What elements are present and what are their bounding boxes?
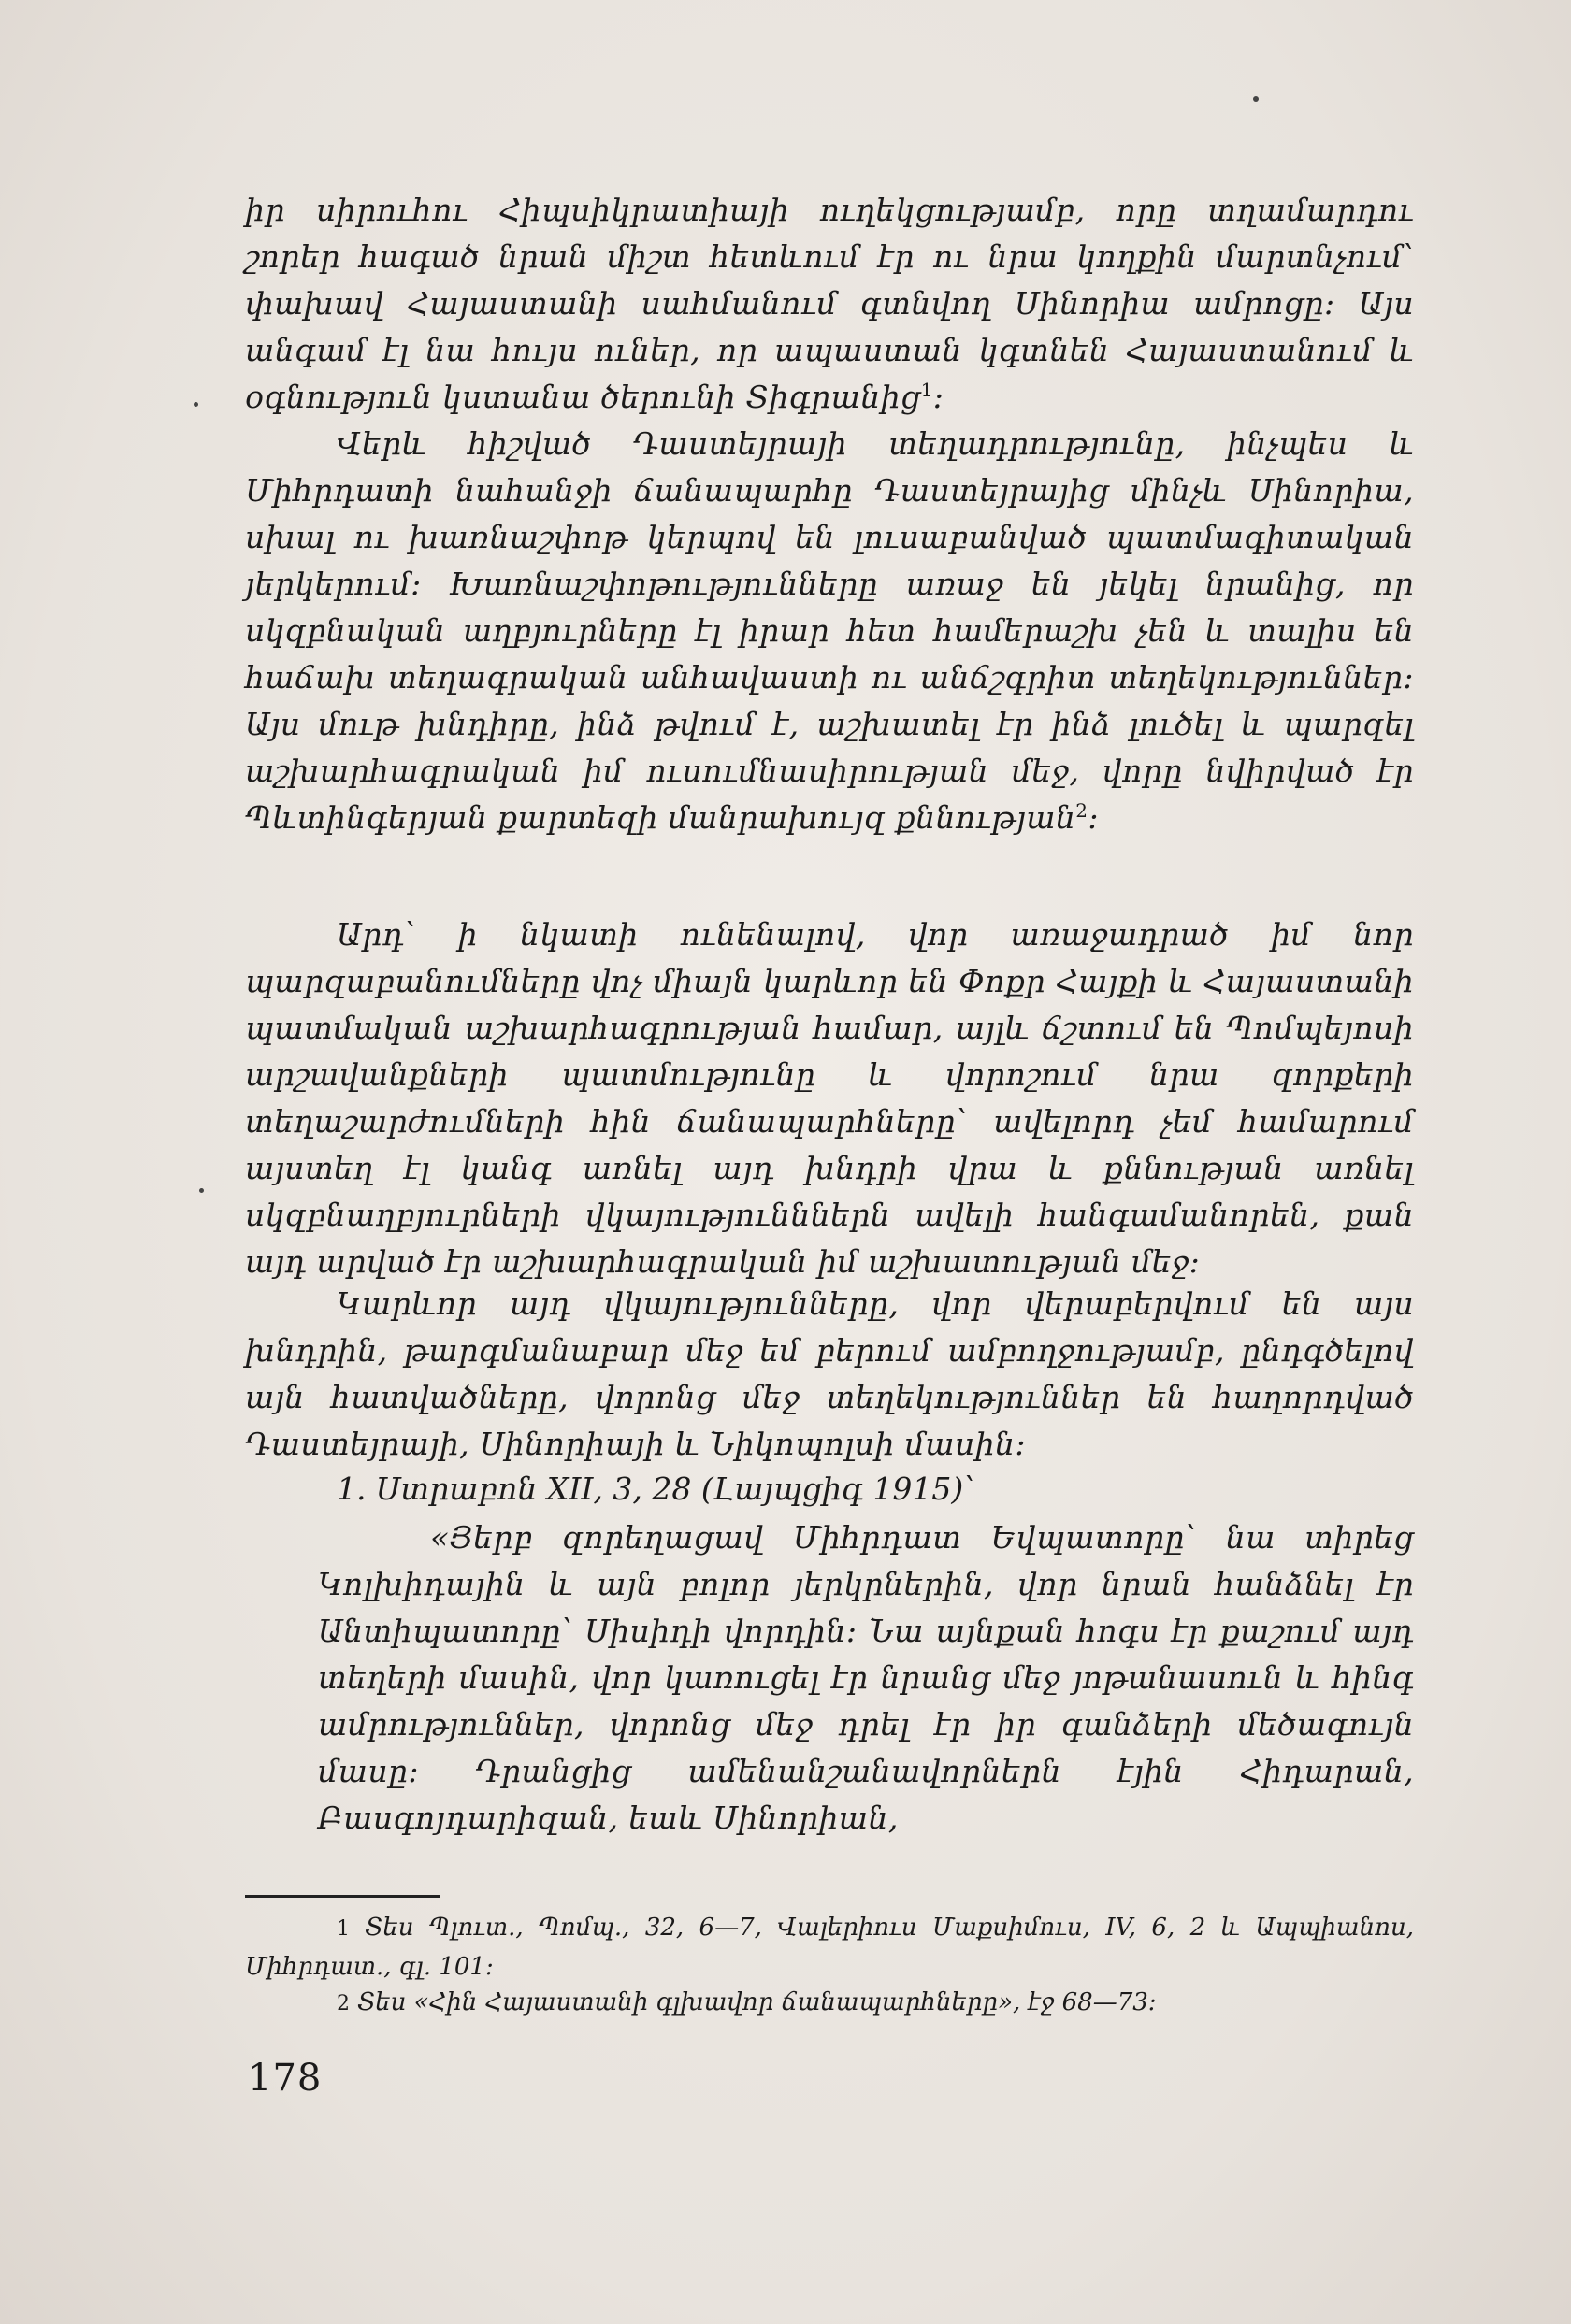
paragraph-1: իր սիրուհու Հիպսիկրատիայի ուղեկցությամբ, որը տղամարդու շորեր հագած նրան միշտ հետևում էր ու նրա կողքին մարտնչում՝ փախավ Հայաստանի սահմանում գտնվող Սինորիա ամրոցը։ Այս անգամ էլ նա հույս ուներ, որ ապաստան կգտնեն Հայաստանում և օգնություն կստանա ծերունի Տիգրանից$^1$։ xyxy=(245,192,1414,415)
footnote-text: Տես «Հին Հայաստանի գլխավոր ճանապարհները», էջ 68—73։ xyxy=(357,1988,1157,2016)
paper-speck xyxy=(1253,96,1259,102)
source-citation: 1. Ստրաբոն XII, 3, 28 (Լայպցիգ 1915)՝ xyxy=(337,1470,975,1507)
footnote-ref-2: 2 xyxy=(1075,799,1088,822)
footnote-1 xyxy=(245,1909,1414,1986)
paragraph-2: Վերև հիշված Դաստեյրայի տեղադրությունը, ինչպես և Միհրդատի նահանջի ճանապարհը Դաստեյրայից մինչև Սինորիա, սխալ ու խառնաշփոթ կերպով են լուսաբանված պատմագիտական յերկերում։ Խառնաշփոթությունները առաջ են յեկել նրանից, որ սկզբնական աղբյուրները էլ իրար հետ համերաշխ չեն և տալիս են հաճախ տեղագրական անհավաստի ու անճշգրիտ տեղեկություններ։ Այս մութ խնդիրը, ինձ թվում է, աշխատել էր ինձ լուծել և պարզել աշխարհագրական իմ ուսումնասիրության մեջ, վորը նվիրված էր Պևտինգերյան քարտեզի մանրախույզ քննության$^2$։ xyxy=(245,425,1414,836)
paper-speck xyxy=(194,402,198,407)
quotation: «Յերբ զորեղացավ Միհրդատ Եվպատորը՝ նա տիրեց Կոլխիդային և այն բոլոր յերկրներին, վոր նրան հանձնել էր Անտիպատորը՝ Սիսիդի վորդին։ Նա այնքան հոգս էր քաշում այդ տեղերի մասին, վոր կառուցել էր նրանց մեջ յոթանասուն և հինգ ամրություններ, վորոնց մեջ դրել էր իր գանձերի մեծագույն մասը։ Դրանցից ամենանշանավորներն էյին Հիդարան, Բասգոյդարիզան, եաև Սինորիան, xyxy=(318,1519,1414,1836)
page-number: 178 xyxy=(248,2057,323,2100)
paper-speck xyxy=(199,1188,204,1193)
footnote-number: 2 xyxy=(337,1992,350,2016)
paragraph-4: Կարևոր այդ վկայությունները, վոր վերաբերվում են այս խնդրին, թարգմանաբար մեջ եմ բերում ամբողջությամբ, ընդգծելով այն հատվածները, վորոնց մեջ տեղեկություններ են հաղորդված Դաստեյրայի, Սինորիայի և Նիկոպոլսի մասին։ xyxy=(245,1285,1414,1462)
footnote-2 xyxy=(245,1984,1414,2023)
paragraph-3: Արդ՝ ի նկատի ունենալով, վոր առաջադրած իմ նոր պարզաբանումները վոչ միայն կարևոր են Փոքր Հայքի և Հայաստանի պատմական աշխարհագրության համար, այլև ճշտում են Պոմպեյոսի արշավանքների պատմությունը և վորոշում նրա զորքերի տեղաշարժումների հին ճանապարհները՝ ավելորդ չեմ համարում այստեղ էլ կանգ առնել այդ խնդրի վրա և քննության առնել սկզբնաղբյուրների վկայությունններն ավելի հանգամանորեն, քան այդ արված էր աշխարհագրական իմ աշխատության մեջ։ xyxy=(245,916,1414,1280)
footnote-ref-1: 1 xyxy=(920,379,933,401)
footnote-divider xyxy=(245,1895,440,1898)
footnote-number: 1 xyxy=(337,1917,350,1941)
footnote-text: Տես Պլուտ., Պոմպ., 32, 6—7, Վալերիուս Մաքսիմուս, IV, 6, 2 և Ապպիանոս, Միհրդատ., գլ. 101։ xyxy=(245,1914,1415,1981)
